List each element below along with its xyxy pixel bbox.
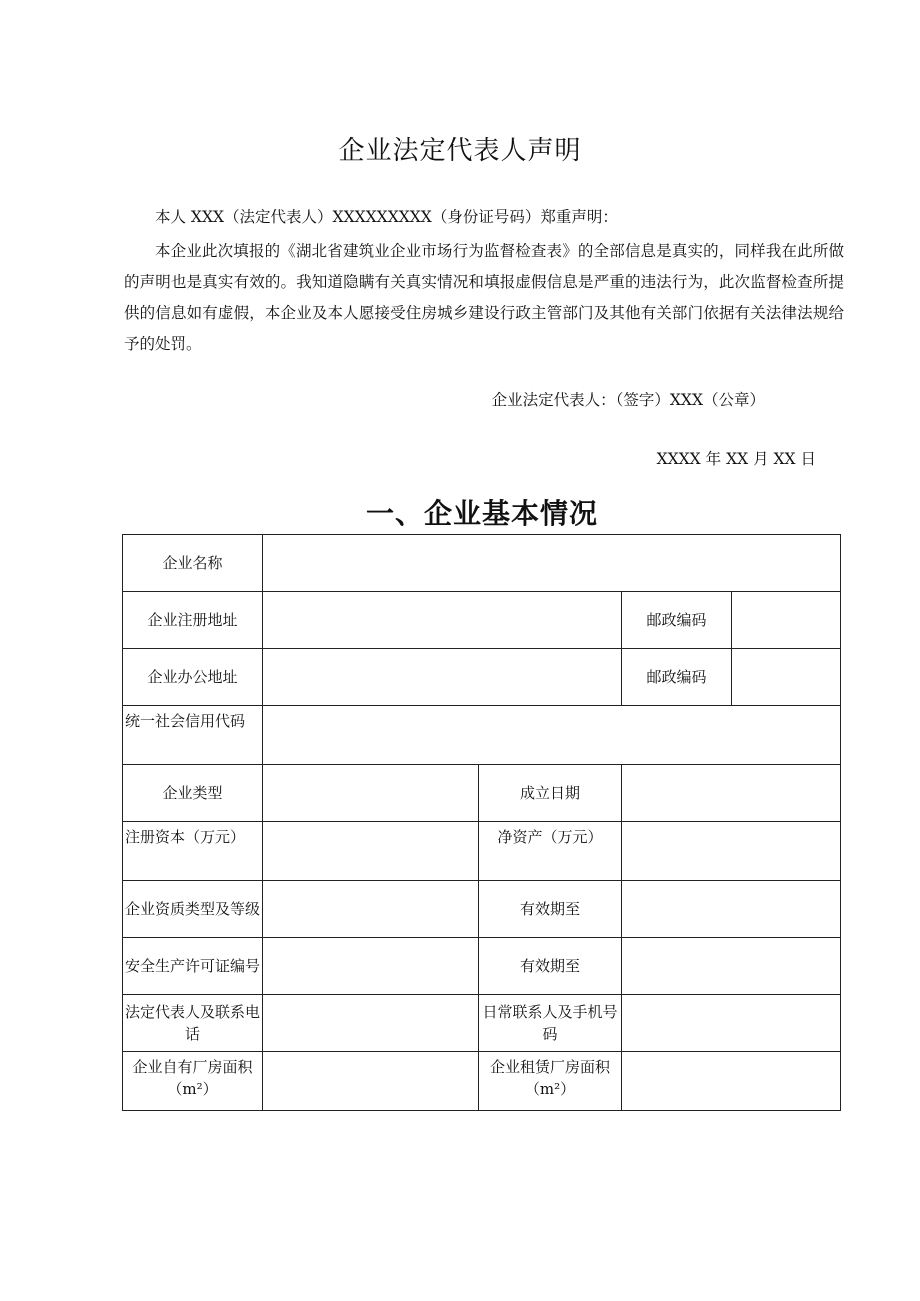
daily-contact-label: 日常联系人及手机号码 — [479, 995, 622, 1052]
reg-postcode-field[interactable] — [732, 592, 841, 649]
legal-rep-field[interactable] — [263, 995, 479, 1052]
founded-date-field[interactable] — [622, 765, 841, 822]
valid-until-label: 有效期至 — [479, 938, 622, 995]
office-address-field[interactable] — [263, 649, 622, 706]
valid-until-label: 有效期至 — [479, 881, 622, 938]
reg-address-field[interactable] — [263, 592, 622, 649]
credit-code-field[interactable] — [263, 706, 841, 765]
company-name-field[interactable] — [263, 535, 841, 592]
table-row — [123, 706, 841, 765]
daily-contact-field[interactable] — [622, 995, 841, 1052]
office-address-label: 企业办公地址 — [123, 649, 263, 706]
owned-area-field[interactable] — [263, 1052, 479, 1111]
credit-code-label: 统一社会信用代码 — [123, 706, 263, 765]
reg-address-label: 企业注册地址 — [123, 592, 263, 649]
qualification-valid-until-field[interactable] — [622, 881, 841, 938]
license-valid-until-field[interactable] — [622, 938, 841, 995]
qualification-label: 企业资质类型及等级 — [123, 881, 263, 938]
declaration-body: 本企业此次填报的《湖北省建筑业企业市场行为监督检查表》的全部信息是真实的，同样我在此所做的声明也是真实有效的。我知道隐瞒有关真实情况和填报虚假信息是严重的违法行为，此次监督检查所提供的信息如有虚假，本企业及本人愿接受住房城乡建设行政主管部门及其他有关部门依据有关法律法规给予的处罚。 — [124, 242, 844, 353]
leased-area-field[interactable] — [622, 1052, 841, 1111]
table-row — [123, 592, 841, 649]
table-row — [123, 1052, 841, 1111]
table-row — [123, 938, 841, 995]
company-type-field[interactable] — [263, 765, 479, 822]
registered-capital-field[interactable] — [263, 822, 479, 881]
date-line: XXXX 年 XX 月 XX 日 — [656, 450, 816, 468]
table-row — [123, 535, 841, 592]
office-postcode-field[interactable] — [732, 649, 841, 706]
table-row — [123, 995, 841, 1052]
declaration-opening: 本人 XXX（法定代表人）XXXXXXXXX（身份证号码）郑重声明： — [155, 208, 618, 226]
company-type-label: 企业类型 — [123, 765, 263, 822]
company-info-table — [122, 534, 841, 1111]
signature-line: 企业法定代表人：（签字）XXX（公章） — [491, 391, 765, 409]
safety-license-field[interactable] — [263, 938, 479, 995]
postcode-label: 邮政编码 — [622, 592, 732, 649]
page-title: 企业法定代表人声明 — [338, 136, 582, 166]
table-row — [123, 881, 841, 938]
net-assets-label: 净资产（万元） — [479, 822, 622, 881]
postcode-label: 邮政编码 — [622, 649, 732, 706]
company-name-label: 企业名称 — [123, 535, 263, 592]
leased-area-label: 企业租赁厂房面积（m²） — [479, 1052, 622, 1111]
safety-license-label: 安全生产许可证编号 — [123, 938, 263, 995]
net-assets-field[interactable] — [622, 822, 841, 881]
founded-date-label: 成立日期 — [479, 765, 622, 822]
owned-area-label: 企业自有厂房面积（m²） — [123, 1052, 263, 1111]
table-row — [123, 649, 841, 706]
table-row — [123, 822, 841, 881]
section-title: 一、企业基本情况 — [365, 497, 598, 530]
table-row — [123, 765, 841, 822]
qualification-field[interactable] — [263, 881, 479, 938]
registered-capital-label: 注册资本（万元） — [123, 822, 263, 881]
legal-rep-label: 法定代表人及联系电话 — [123, 995, 263, 1052]
